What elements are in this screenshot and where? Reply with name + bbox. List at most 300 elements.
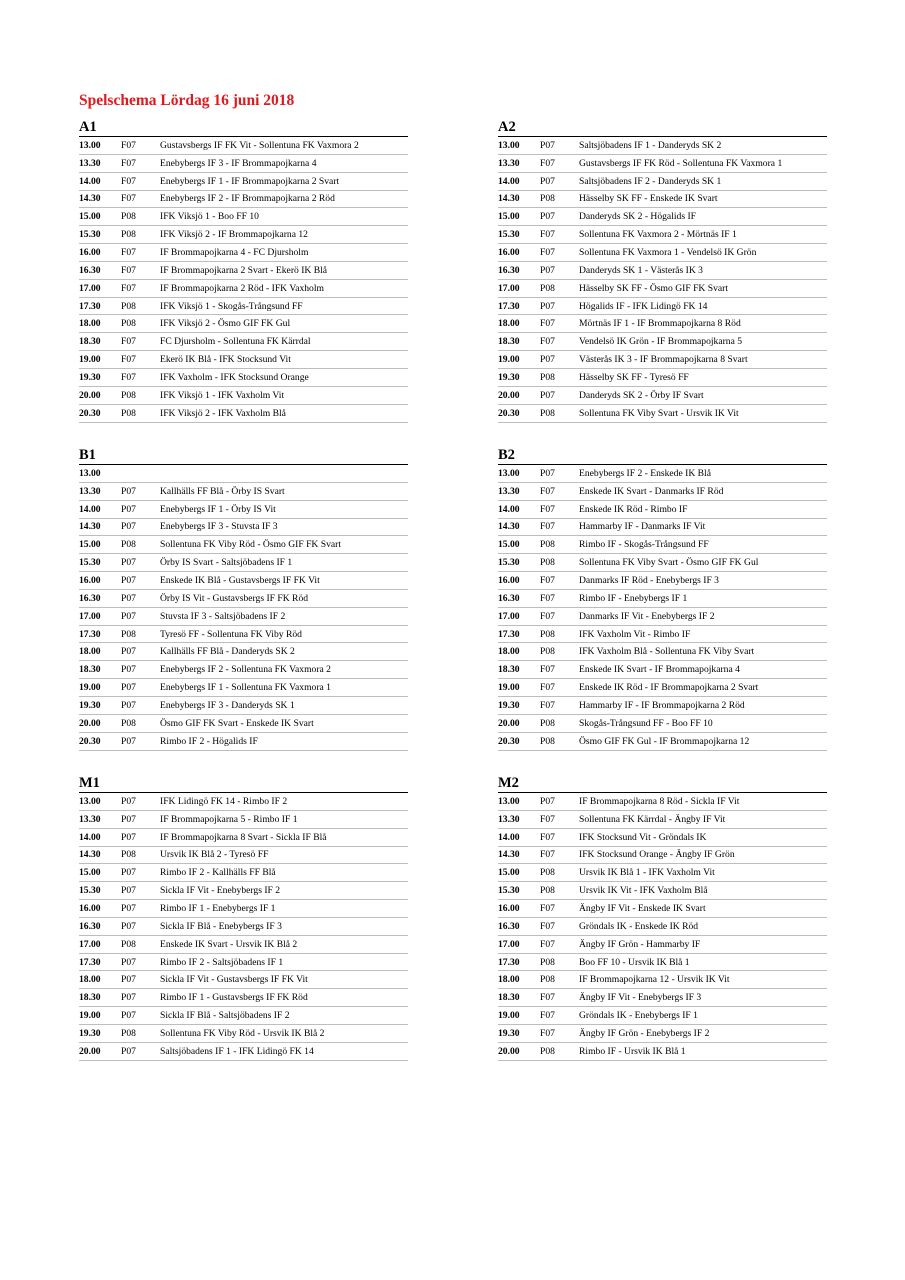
section-m2 xyxy=(498,775,827,1061)
table-row xyxy=(79,405,408,423)
match-time: 13.30 xyxy=(79,813,101,825)
match-teams: Enebybergs IF 3 - Danderyds SK 1 xyxy=(160,699,295,711)
match-teams: Rimbo IF - Enebybergs IF 1 xyxy=(579,592,688,604)
match-teams: Ängby IF Vit - Enskede IK Svart xyxy=(579,902,706,914)
match-teams: IF Brommapojkarna 4 - FC Djursholm xyxy=(160,246,309,258)
age-class: P07 xyxy=(121,920,136,932)
match-teams: IF Brommapojkarna 8 Röd - Sickla IF Vit xyxy=(579,795,740,807)
age-class: P07 xyxy=(121,592,136,604)
age-class: F07 xyxy=(540,246,555,258)
match-time: 16.30 xyxy=(79,592,101,604)
match-teams: Sollentuna FK Vaxmora 2 - Mörtnäs IF 1 xyxy=(579,229,737,241)
age-class: P07 xyxy=(121,992,136,1004)
table-row xyxy=(498,971,827,989)
age-class: P07 xyxy=(540,175,555,187)
age-class: P08 xyxy=(121,389,136,401)
match-teams: IFK Viksjö 2 - Ösmo GIF FK Gul xyxy=(160,318,291,330)
match-time: 18.00 xyxy=(79,646,101,658)
match-teams: IFK Viksjö 1 - Boo FF 10 xyxy=(160,211,259,223)
match-time: 13.30 xyxy=(79,485,101,497)
match-teams: Enebybergs IF 1 - Örby IS Vit xyxy=(160,503,276,515)
match-time: 15.00 xyxy=(498,211,520,223)
table-row xyxy=(498,811,827,829)
match-time: 15.00 xyxy=(79,539,101,551)
table-row xyxy=(498,697,827,715)
match-time: 17.00 xyxy=(79,938,101,950)
table-row xyxy=(498,369,827,387)
match-teams: Kallhälls FF Blå - Örby IS Svart xyxy=(160,485,285,497)
match-time: 20.30 xyxy=(79,735,101,747)
age-class: P07 xyxy=(121,574,136,586)
match-teams: Danmarks IF Röd - Enebybergs IF 3 xyxy=(579,574,719,586)
match-teams: Gustavsbergs IF FK Röd - Sollentuna FK Vaxmora 1 xyxy=(579,157,783,169)
match-time: 19.00 xyxy=(498,682,520,694)
section-header: M2 xyxy=(498,775,827,793)
table-row xyxy=(498,1043,827,1061)
match-time: 13.00 xyxy=(498,139,520,151)
table-row xyxy=(79,155,408,173)
age-class: P08 xyxy=(540,1045,555,1057)
match-time: 15.30 xyxy=(79,229,101,241)
age-class: P07 xyxy=(121,867,136,879)
match-time: 15.30 xyxy=(498,885,520,897)
age-class: P07 xyxy=(121,902,136,914)
age-class: P08 xyxy=(540,717,555,729)
age-class: P07 xyxy=(540,389,555,401)
table-row xyxy=(498,864,827,882)
age-class: F07 xyxy=(540,610,555,622)
age-class: P08 xyxy=(540,735,555,747)
table-row xyxy=(498,847,827,865)
age-class: P07 xyxy=(540,795,555,807)
age-class: P07 xyxy=(121,974,136,986)
table-row xyxy=(498,501,827,519)
age-class: P08 xyxy=(121,849,136,861)
match-time: 13.00 xyxy=(498,795,520,807)
table-row xyxy=(79,333,408,351)
table-row xyxy=(79,465,408,483)
age-class: F07 xyxy=(540,992,555,1004)
match-teams: Stuvsta IF 3 - Saltsjöbadens IF 2 xyxy=(160,610,286,622)
age-class: P08 xyxy=(121,407,136,419)
match-time: 18.00 xyxy=(498,974,520,986)
match-teams: Sickla IF Vit - Enebybergs IF 2 xyxy=(160,885,281,897)
table-row xyxy=(79,811,408,829)
match-teams: Ursvik IK Vit - IFK Vaxholm Blå xyxy=(579,885,708,897)
section-a1 xyxy=(79,119,408,423)
table-row xyxy=(79,554,408,572)
match-time: 19.00 xyxy=(79,682,101,694)
match-time: 13.00 xyxy=(79,139,101,151)
match-teams: Sickla IF Blå - Enebybergs IF 3 xyxy=(160,920,282,932)
table-row xyxy=(498,173,827,191)
match-time: 19.00 xyxy=(498,1010,520,1022)
table-row xyxy=(79,590,408,608)
match-teams: Ösmo GIF FK Gul - IF Brommapojkarna 12 xyxy=(579,735,750,747)
table-row xyxy=(79,369,408,387)
match-time: 16.30 xyxy=(498,920,520,932)
table-row xyxy=(79,244,408,262)
match-teams: FC Djursholm - Sollentuna FK Kärrdal xyxy=(160,336,311,348)
age-class: P07 xyxy=(121,521,136,533)
table-row xyxy=(79,191,408,209)
age-class: F07 xyxy=(540,1027,555,1039)
table-row xyxy=(79,351,408,369)
match-time: 20.00 xyxy=(498,717,520,729)
match-teams: Enskede IK Svart - IF Brommapojkarna 4 xyxy=(579,664,740,676)
age-class: P08 xyxy=(121,229,136,241)
age-class: P07 xyxy=(121,831,136,843)
match-time: 19.00 xyxy=(79,354,101,366)
table-row xyxy=(79,643,408,661)
match-teams: Sollentuna FK Viby Röd - Ursvik IK Blå 2 xyxy=(160,1027,325,1039)
age-class: F07 xyxy=(540,157,555,169)
match-teams: Ösmo GIF FK Svart - Enskede IK Svart xyxy=(160,717,314,729)
match-time: 15.00 xyxy=(79,867,101,879)
table-row xyxy=(498,280,827,298)
table-row xyxy=(498,679,827,697)
match-time: 18.30 xyxy=(79,992,101,1004)
match-teams: Gröndals IK - Enskede IK Röd xyxy=(579,920,699,932)
table-row xyxy=(498,643,827,661)
table-row xyxy=(79,298,408,316)
match-teams: IFK Viksjö 2 - IFK Vaxholm Blå xyxy=(160,407,286,419)
match-time: 20.30 xyxy=(498,735,520,747)
age-class: F07 xyxy=(540,521,555,533)
age-class: F07 xyxy=(540,902,555,914)
match-time: 19.30 xyxy=(79,371,101,383)
match-time: 19.30 xyxy=(498,699,520,711)
age-class: F07 xyxy=(540,592,555,604)
match-time: 14.30 xyxy=(498,193,520,205)
table-row xyxy=(79,989,408,1007)
table-row xyxy=(498,936,827,954)
match-time: 13.30 xyxy=(498,813,520,825)
match-time: 14.00 xyxy=(79,831,101,843)
age-class: P07 xyxy=(121,557,136,569)
table-row xyxy=(79,971,408,989)
table-row xyxy=(79,918,408,936)
age-class: P07 xyxy=(540,467,555,479)
match-teams: IFK Viksjö 1 - IFK Vaxholm Vit xyxy=(160,389,285,401)
match-time: 15.00 xyxy=(79,211,101,223)
match-teams: IFK Vaxholm Blå - Sollentuna FK Viby Svart xyxy=(579,646,755,658)
age-class: P08 xyxy=(540,646,555,658)
table-row xyxy=(79,697,408,715)
age-class: P07 xyxy=(540,211,555,223)
match-teams: Danderyds SK 2 - Högalids IF xyxy=(579,211,696,223)
match-time: 17.00 xyxy=(79,282,101,294)
section-m1 xyxy=(79,775,408,1061)
age-class: F07 xyxy=(540,664,555,676)
match-time: 17.00 xyxy=(498,938,520,950)
section-header: A2 xyxy=(498,119,827,137)
match-time: 16.30 xyxy=(498,264,520,276)
match-teams: Hammarby IF - Danmarks IF Vit xyxy=(579,521,706,533)
match-time: 16.00 xyxy=(79,902,101,914)
match-teams: IF Brommapojkarna 8 Svart - Sickla IF Blå xyxy=(160,831,327,843)
age-class: P08 xyxy=(540,282,555,294)
match-time: 14.30 xyxy=(79,521,101,533)
age-class: P08 xyxy=(121,938,136,950)
match-teams: Gröndals IK - Enebybergs IF 1 xyxy=(579,1010,698,1022)
table-row xyxy=(498,733,827,751)
age-class: F07 xyxy=(121,264,136,276)
table-row xyxy=(498,351,827,369)
age-class: P07 xyxy=(121,1045,136,1057)
match-teams: Saltsjöbadens IF 1 - IFK Lidingö FK 14 xyxy=(160,1045,314,1057)
match-teams: Rimbo IF - Ursvik IK Blå 1 xyxy=(579,1045,686,1057)
age-class: P08 xyxy=(540,956,555,968)
table-row xyxy=(498,793,827,811)
age-class: F07 xyxy=(540,574,555,586)
match-teams: Skogås-Trångsund FF - Boo FF 10 xyxy=(579,717,713,729)
match-teams: IFK Viksjö 1 - Skogås-Trångsund FF xyxy=(160,300,303,312)
match-time: 16.00 xyxy=(498,246,520,258)
section-header: B1 xyxy=(79,447,408,465)
match-time: 20.30 xyxy=(498,407,520,419)
table-row xyxy=(498,661,827,679)
match-teams: Sollentuna FK Vaxmora 1 - Vendelsö IK Grön xyxy=(579,246,757,258)
match-teams: IFK Stocksund Orange - Ängby IF Grön xyxy=(579,849,735,861)
match-teams: Boo FF 10 - Ursvik IK Blå 1 xyxy=(579,956,690,968)
table-row xyxy=(79,483,408,501)
match-time: 18.00 xyxy=(79,318,101,330)
match-teams: Hässelby SK FF - Enskede IK Svart xyxy=(579,193,718,205)
age-class: F07 xyxy=(540,503,555,515)
table-row xyxy=(498,608,827,626)
table-row xyxy=(79,661,408,679)
table-row xyxy=(79,1025,408,1043)
section-a2 xyxy=(498,119,827,423)
match-time: 14.30 xyxy=(498,849,520,861)
table-row xyxy=(498,137,827,155)
match-teams: Ängby IF Grön - Hammarby IF xyxy=(579,938,701,950)
age-class: F07 xyxy=(540,920,555,932)
age-class: P07 xyxy=(121,885,136,897)
match-time: 13.00 xyxy=(79,467,101,479)
match-teams: Sickla IF Blå - Saltsjöbadens IF 2 xyxy=(160,1010,290,1022)
age-class: P08 xyxy=(540,974,555,986)
match-teams: Enebybergs IF 2 - Enskede IK Blå xyxy=(579,467,711,479)
match-teams: Ekerö IK Blå - IFK Stocksund Vit xyxy=(160,354,291,366)
table-row xyxy=(498,1025,827,1043)
match-teams: IFK Vaxholm Vit - Rimbo IF xyxy=(579,628,691,640)
table-row xyxy=(79,793,408,811)
match-teams: Örby IS Vit - Gustavsbergs IF FK Röd xyxy=(160,592,309,604)
match-time: 19.30 xyxy=(79,1027,101,1039)
age-class: F07 xyxy=(121,282,136,294)
table-row xyxy=(79,864,408,882)
match-time: 19.30 xyxy=(79,699,101,711)
match-time: 16.00 xyxy=(79,574,101,586)
match-teams: Enskede IK Röd - Rimbo IF xyxy=(579,503,688,515)
table-row xyxy=(498,262,827,280)
match-time: 15.30 xyxy=(79,557,101,569)
table-row xyxy=(79,536,408,554)
age-class: F07 xyxy=(540,849,555,861)
match-time: 18.30 xyxy=(498,336,520,348)
table-row xyxy=(498,155,827,173)
age-class: F07 xyxy=(540,318,555,330)
match-teams: Enebybergs IF 1 - Sollentuna FK Vaxmora 1 xyxy=(160,682,331,694)
age-class: F07 xyxy=(540,336,555,348)
match-time: 17.30 xyxy=(498,956,520,968)
match-time: 20.00 xyxy=(498,1045,520,1057)
age-class: F07 xyxy=(540,682,555,694)
age-class: F07 xyxy=(121,371,136,383)
match-time: 16.30 xyxy=(79,920,101,932)
match-teams: Hässelby SK FF - Ösmo GIF FK Svart xyxy=(579,282,728,294)
match-time: 15.30 xyxy=(498,229,520,241)
match-time: 18.30 xyxy=(498,664,520,676)
match-time: 15.30 xyxy=(498,557,520,569)
age-class: P08 xyxy=(540,557,555,569)
match-teams: Sickla IF Vit - Gustavsbergs IF FK Vit xyxy=(160,974,308,986)
table-row xyxy=(498,536,827,554)
age-class: P07 xyxy=(121,485,136,497)
match-time: 20.00 xyxy=(79,389,101,401)
match-teams: Rimbo IF - Skogås-Trångsund FF xyxy=(579,539,709,551)
table-row xyxy=(498,208,827,226)
table-row xyxy=(79,847,408,865)
age-class: P08 xyxy=(121,300,136,312)
match-time: 14.00 xyxy=(79,503,101,515)
age-class: P07 xyxy=(121,795,136,807)
age-class: P07 xyxy=(121,1010,136,1022)
age-class: P08 xyxy=(121,717,136,729)
age-class: P07 xyxy=(121,646,136,658)
age-class: P08 xyxy=(540,371,555,383)
table-row xyxy=(79,262,408,280)
table-row xyxy=(498,226,827,244)
match-time: 15.00 xyxy=(498,539,520,551)
table-row xyxy=(498,715,827,733)
match-teams: Rimbo IF 2 - Kallhälls FF Blå xyxy=(160,867,276,879)
match-teams: Vendelsö IK Grön - IF Brommapojkarna 5 xyxy=(579,336,743,348)
table-row xyxy=(498,315,827,333)
match-teams: Gustavsbergs IF FK Vit - Sollentuna FK Vaxmora 2 xyxy=(160,139,359,151)
match-time: 16.00 xyxy=(498,574,520,586)
table-row xyxy=(498,1007,827,1025)
age-class: P08 xyxy=(540,193,555,205)
match-teams: Ursvik IK Blå 1 - IFK Vaxholm Vit xyxy=(579,867,715,879)
match-teams: Enskede IK Svart - Danmarks IF Röd xyxy=(579,485,724,497)
section-b2 xyxy=(498,447,827,751)
match-time: 16.00 xyxy=(79,246,101,258)
match-teams: Danderyds SK 2 - Örby IF Svart xyxy=(579,389,704,401)
table-row xyxy=(79,572,408,590)
match-time: 17.00 xyxy=(498,610,520,622)
table-row xyxy=(498,829,827,847)
match-teams: Enebybergs IF 3 - IF Brommapojkarna 4 xyxy=(160,157,317,169)
section-b1 xyxy=(79,447,408,751)
age-class: P08 xyxy=(121,1027,136,1039)
match-time: 15.00 xyxy=(498,867,520,879)
age-class: F07 xyxy=(121,175,136,187)
match-time: 15.30 xyxy=(79,885,101,897)
table-row xyxy=(498,918,827,936)
table-row xyxy=(498,244,827,262)
age-class: F07 xyxy=(121,193,136,205)
match-time: 19.30 xyxy=(498,371,520,383)
match-teams: IF Brommapojkarna 5 - Rimbo IF 1 xyxy=(160,813,298,825)
table-row xyxy=(498,626,827,644)
age-class: P07 xyxy=(121,699,136,711)
table-row xyxy=(498,405,827,423)
age-class: F07 xyxy=(540,1010,555,1022)
table-row xyxy=(498,989,827,1007)
match-teams: Mörtnäs IF 1 - IF Brommapojkarna 8 Röd xyxy=(579,318,741,330)
age-class: P08 xyxy=(540,628,555,640)
age-class: F07 xyxy=(121,157,136,169)
age-class: P07 xyxy=(540,264,555,276)
table-row xyxy=(79,954,408,972)
table-row xyxy=(79,715,408,733)
match-time: 18.00 xyxy=(498,318,520,330)
match-teams: Enskede IK Blå - Gustavsbergs IF FK Vit xyxy=(160,574,320,586)
match-time: 20.30 xyxy=(79,407,101,419)
section-header: A1 xyxy=(79,119,408,137)
table-row xyxy=(79,900,408,918)
match-time: 18.00 xyxy=(498,646,520,658)
match-teams: Sollentuna FK Viby Svart - Ursvik IK Vit xyxy=(579,407,739,419)
match-time: 14.30 xyxy=(79,849,101,861)
match-time: 20.00 xyxy=(79,717,101,729)
match-teams: Örby IS Svart - Saltsjöbadens IF 1 xyxy=(160,557,293,569)
age-class: F07 xyxy=(121,354,136,366)
match-teams: Enebybergs IF 2 - Sollentuna FK Vaxmora 2 xyxy=(160,664,331,676)
age-class: P08 xyxy=(121,539,136,551)
match-teams: Sollentuna FK Kärrdal - Ängby IF Vit xyxy=(579,813,726,825)
table-row xyxy=(79,173,408,191)
table-row xyxy=(79,829,408,847)
age-class: P07 xyxy=(121,682,136,694)
table-row xyxy=(79,733,408,751)
match-time: 13.30 xyxy=(79,157,101,169)
match-time: 19.30 xyxy=(498,1027,520,1039)
age-class: P08 xyxy=(540,867,555,879)
table-row xyxy=(498,572,827,590)
match-time: 20.00 xyxy=(498,389,520,401)
match-time: 17.00 xyxy=(498,282,520,294)
age-class: F07 xyxy=(540,938,555,950)
table-row xyxy=(498,465,827,483)
match-teams: IF Brommapojkarna 12 - Ursvik IK Vit xyxy=(579,974,730,986)
match-time: 13.30 xyxy=(498,485,520,497)
table-row xyxy=(79,387,408,405)
match-teams: Hammarby IF - IF Brommapojkarna 2 Röd xyxy=(579,699,745,711)
match-time: 16.30 xyxy=(498,592,520,604)
match-teams: Rimbo IF 2 - Högalids IF xyxy=(160,735,258,747)
table-row xyxy=(79,137,408,155)
table-row xyxy=(498,387,827,405)
age-class: P07 xyxy=(121,956,136,968)
match-time: 18.00 xyxy=(79,974,101,986)
match-time: 14.30 xyxy=(79,193,101,205)
match-teams: Sollentuna FK Viby Röd - Ösmo GIF FK Svart xyxy=(160,539,342,551)
table-row xyxy=(498,882,827,900)
match-time: 17.00 xyxy=(79,610,101,622)
match-time: 13.30 xyxy=(498,157,520,169)
table-row xyxy=(79,626,408,644)
match-teams: IFK Stocksund Vit - Gröndals IK xyxy=(579,831,707,843)
table-row xyxy=(79,608,408,626)
match-teams: Kallhälls FF Blå - Danderyds SK 2 xyxy=(160,646,295,658)
match-teams: Rimbo IF 1 - Gustavsbergs IF FK Röd xyxy=(160,992,308,1004)
age-class: P08 xyxy=(540,407,555,419)
table-row xyxy=(79,208,408,226)
